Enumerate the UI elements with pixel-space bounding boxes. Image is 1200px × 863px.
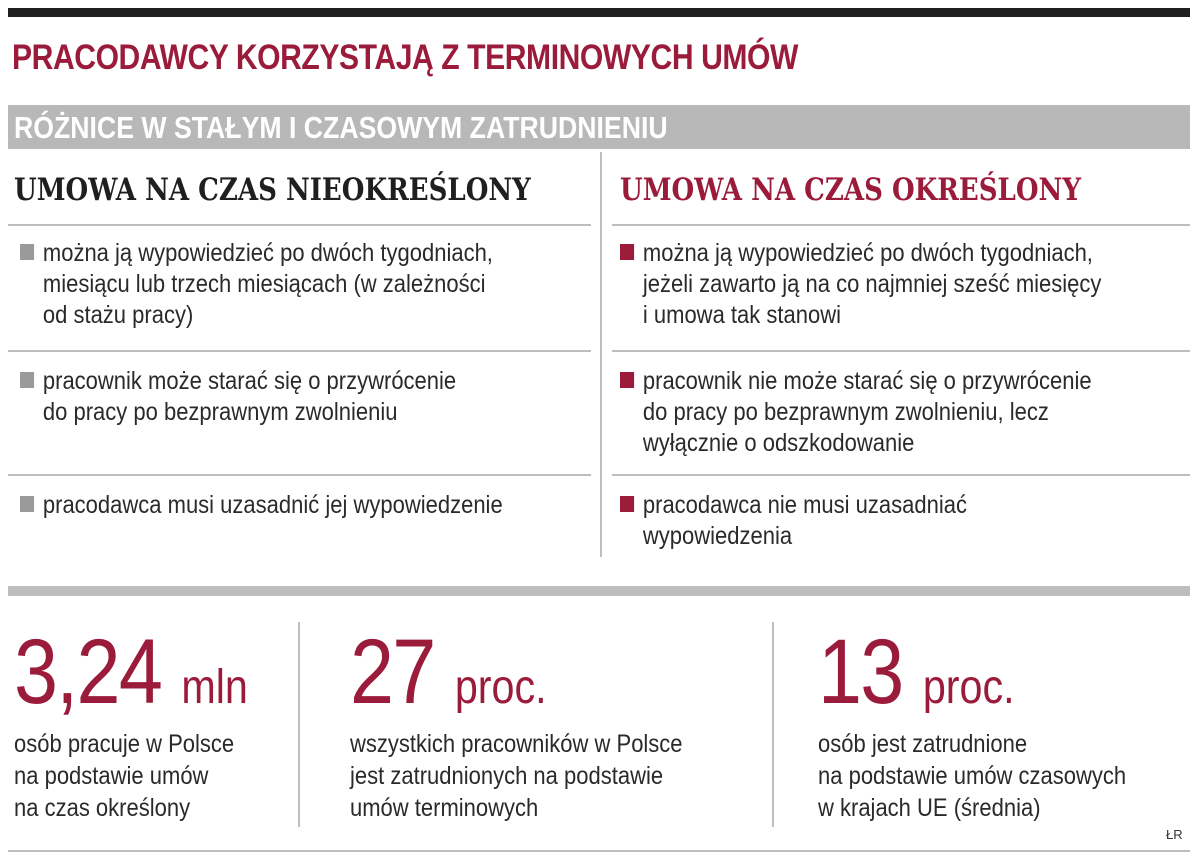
- left-item-2: pracodawca musi uzasadnić jej wypowiedzenie: [20, 490, 503, 521]
- stat-divider-2: [772, 622, 774, 827]
- left-item-0: można ją wypowiedzieć po dwóch tygodniach, miesiącu lub trzech miesiącach (w zależności od stażu pracy): [20, 238, 493, 331]
- bottom-rule: [8, 850, 1190, 852]
- right-column-heading: UMOWA NA CZAS OKREŚLONY: [620, 172, 1081, 208]
- right-item-2: pracodawca nie musi uzasadniać wypowiedzenia: [620, 490, 967, 552]
- left-column-heading: UMOWA NA CZAS NIEOKREŚLONY: [14, 172, 531, 208]
- left-separator-0: [8, 224, 591, 226]
- right-separator-2: [612, 474, 1190, 476]
- subtitle: RÓŻNICE W STAŁYM I CZASOWYM ZATRUDNIENIU: [14, 110, 668, 145]
- left-separator-1: [8, 350, 591, 352]
- left-item-1: pracownik może starać się o przywrócenie do pracy po bezprawnym zwolnieniu: [20, 366, 456, 428]
- gray-square-bullet-icon: [20, 244, 34, 260]
- stat-3-value: 13 proc.: [818, 621, 1015, 723]
- column-divider: [600, 152, 602, 557]
- stat-3-description: osób jest zatrudnione na podstawie umów czasowych w krajach UE (średnia): [818, 730, 1127, 822]
- red-square-bullet-icon: [620, 496, 634, 512]
- gray-square-bullet-icon: [20, 372, 34, 388]
- right-separator-0: [612, 224, 1190, 226]
- gray-square-bullet-icon: [20, 496, 34, 512]
- left-separator-2: [8, 474, 591, 476]
- red-square-bullet-icon: [620, 244, 634, 260]
- stat-1-value: 3,24 mln: [14, 621, 248, 723]
- stat-2-description: wszystkich pracowników w Polsce jest zatrudnionych na podstawie umów terminowych: [350, 730, 683, 822]
- stat-1-description: osób pracuje w Polsce na podstawie umów na czas określony: [14, 730, 235, 822]
- stat-2-unit: proc.: [454, 661, 547, 714]
- stat-1-unit: mln: [181, 661, 248, 714]
- stat-divider-1: [298, 622, 300, 827]
- right-item-0: można ją wypowiedzieć po dwóch tygodniach, jeżeli zawarto ją na co najmniej sześć miesięcy i umowa tak stanowi: [620, 238, 1101, 331]
- right-item-1: pracownik nie może starać się o przywrócenie do pracy po bezprawnym zwolnieniu, lecz wyłącznie o odszkodowanie: [620, 366, 1092, 459]
- top-rule: [8, 8, 1190, 17]
- stat-3-unit: proc.: [922, 661, 1015, 714]
- page-title: PRACODAWCY KORZYSTAJĄ Z TERMINOWYCH UMÓW: [12, 38, 799, 77]
- red-square-bullet-icon: [620, 372, 634, 388]
- right-separator-1: [612, 350, 1190, 352]
- stat-2-value: 27 proc.: [350, 621, 547, 723]
- author-credit: ŁR: [1166, 827, 1183, 842]
- stats-top-bar: [8, 586, 1190, 596]
